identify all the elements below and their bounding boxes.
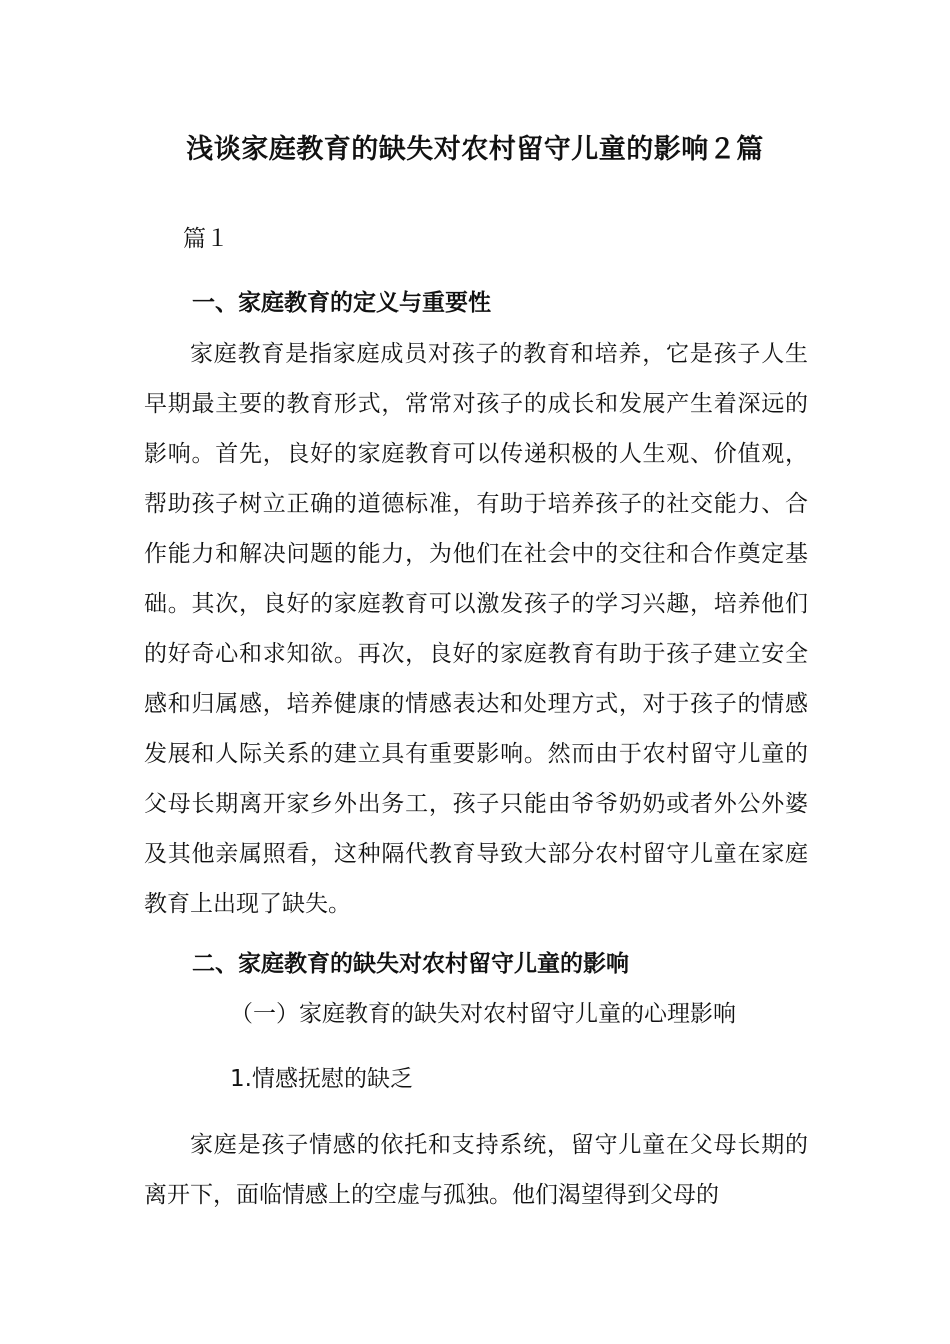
- subsubsection-1-paragraph: 家庭是孩子情感的依托和支持系统，留守儿童在父母长期的离开下，面临情感上的空虚与孤独。他们渴望得到父母的: [144, 1132, 808, 1208]
- section-heading-1: 一、家庭教育的定义与重要性: [192, 290, 491, 316]
- section-heading-2: 二、家庭教育的缺失对农村留守儿童的影响: [192, 951, 629, 977]
- subsubsection-heading-1: 1.情感抚慰的缺乏: [230, 1066, 413, 1092]
- section-1-paragraph: 家庭教育是指家庭成员对孩子的教育和培养，它是孩子人生早期最主要的教育形式，常常对孩子的成长和发展产生着深远的影响。首先，良好的家庭教育可以传递积极的人生观、价值观，帮助孩子树立正确的道德标准，有助于培养孩子的社交能力、合作能力和解决问题的能力，为他们在社会中的交往和合作奠定基础。其次，良好的家庭教育可以激发孩子的学习兴趣，培养他们的好奇心和求知欲。再次，良好的家庭教育有助于孩子建立安全感和归属感，培养健康的情感表达和处理方式，对于孩子的情感发展和人际关系的建立具有重要影响。然而由于农村留守儿童的父母长期离开家乡外出务工，孩子只能由爷爷奶奶或者外公外婆及其他亲属照看，这种隔代教育导致大部分农村留守儿童在家庭教育上出现了缺失。: [144, 341, 808, 917]
- document-title: 浅谈家庭教育的缺失对农村留守儿童的影响２篇: [186, 134, 764, 165]
- subsection-heading-1: （一）家庭教育的缺失对农村留守儿童的心理影响: [230, 1001, 736, 1027]
- part-label: 篇１: [183, 226, 229, 252]
